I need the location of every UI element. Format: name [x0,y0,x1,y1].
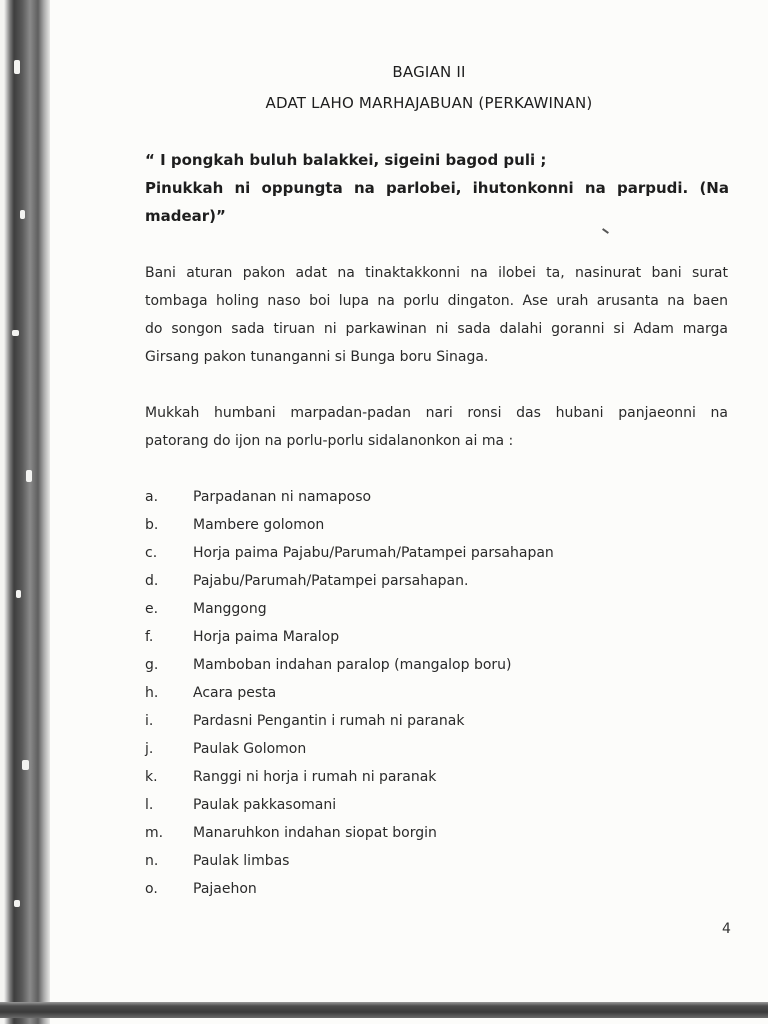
list-marker: o. [145,881,158,897]
list-item-text: Manggong [193,601,267,617]
scan-binding-edge [0,0,50,1024]
list-item [145,596,705,624]
list-marker: b. [145,517,159,533]
list-item-text: Manaruhkon indahan siopat borgin [193,825,437,841]
list-item-text: Horja paima Pajabu/Parumah/Patampei parsahapan [193,545,554,561]
ceremony-steps-list [145,484,705,904]
list-item [145,820,705,848]
intro-paragraph [145,259,728,371]
list-item [145,568,705,596]
list-marker: g. [145,657,159,673]
list-item [145,484,705,512]
list-marker: h. [145,685,159,701]
paragraph-line: patorang do ijon na porlu-porlu sidalanonkon ai ma : [145,433,514,449]
paragraph-line: tombaga holing naso boi lupa na porlu dingaton. Ase urah arusanta na baen [145,293,728,309]
list-item-text: Mamboban indahan paralop (mangalop boru) [193,657,512,673]
list-item-text: Acara pesta [193,685,277,701]
list-item [145,512,705,540]
paragraph-line: Mukkah humbani marpadan-padan nari ronsi das hubani panjaeonni na [145,405,728,421]
list-item-text: Paulak pakkasomani [193,797,337,813]
list-marker: a. [145,489,159,505]
list-marker: j. [145,741,154,757]
quote-line: madear)” [145,207,226,225]
list-item [145,680,705,708]
list-marker: e. [145,601,159,617]
list-marker: c. [145,545,158,561]
list-marker: l. [145,797,154,813]
paragraph-line: Bani aturan pakon adat na tinaktakkonni na ilobei ta, nasinurat bani surat [145,265,728,281]
list-item [145,708,705,736]
document-title: ADAT LAHO MARHAJABUAN (PERKAWINAN) [265,94,593,112]
list-item [145,736,705,764]
list-marker: d. [145,573,159,589]
list-item-text: Pajabu/Parumah/Patampei parsahapan. [193,573,469,589]
list-marker: m. [145,825,164,841]
list-item-text: Pardasni Pengantin i rumah ni paranak [193,713,465,729]
list-item-text: Parpadanan ni namaposo [193,489,372,505]
procedure-paragraph [145,399,728,455]
list-item-text: Ranggi ni horja i rumah ni paranak [193,769,437,785]
list-item-text: Mambere golomon [193,517,325,533]
list-marker: n. [145,853,159,869]
scan-bottom-edge [0,1002,768,1018]
quote-line: Pinukkah ni oppungta na parlobei, ihutonkonni na parpudi. (Na [145,179,729,197]
list-marker: f. [145,629,154,645]
paragraph-line: do songon sada tiruan ni parkawinan ni sada dalahi goranni si Adam marga [145,321,728,337]
list-marker: i. [145,713,154,729]
list-item-text: Pajaehon [193,881,257,897]
page-number: 4 [722,921,731,937]
list-item-text: Paulak Golomon [193,741,307,757]
list-item-text: Paulak limbas [193,853,290,869]
paragraph-line: Girsang pakon tunanganni si Bunga boru Sinaga. [145,349,489,365]
list-item [145,848,705,876]
section-heading: BAGIAN II [392,63,466,81]
list-item [145,764,705,792]
list-item [145,652,705,680]
list-item-text: Horja paima Maralop [193,629,340,645]
list-item [145,624,705,652]
list-item [145,792,705,820]
list-item [145,876,705,904]
quote-line: “ I pongkah buluh balakkei, sigeini bagod puli ; [145,151,547,169]
list-marker: k. [145,769,158,785]
list-item [145,540,705,568]
proverb-quote [145,146,729,230]
